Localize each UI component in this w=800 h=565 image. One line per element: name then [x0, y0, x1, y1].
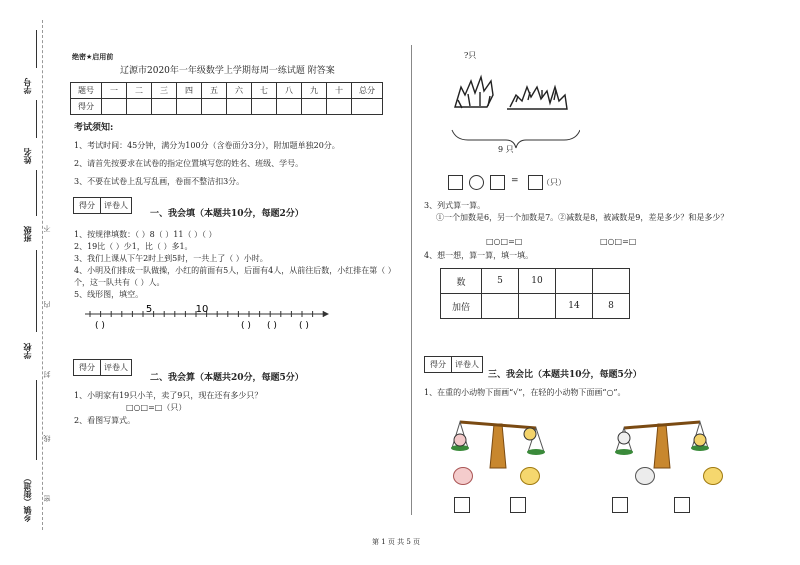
township-label: 乡镇（街道）	[23, 474, 32, 522]
score-box-label: 得分	[74, 198, 101, 213]
reviewer-box-label: 评卷人	[455, 360, 479, 369]
score-header-cell: 二	[127, 83, 152, 99]
notice-item: 3、不要在试卷上乱写乱画，卷面不整洁扣3分。	[74, 177, 245, 186]
table-row	[71, 83, 383, 99]
section-title: 三、我会比（本题共10分，每题5分）	[488, 370, 642, 380]
score-input-cell[interactable]	[152, 99, 177, 115]
row-header: 加倍	[441, 294, 482, 319]
section-title: 一、我会填（本题共10分，每题2分）	[150, 209, 304, 219]
number-line-label: 10	[195, 304, 209, 315]
question: 2、19比（ ）少1，比（ ）多1。	[74, 242, 193, 251]
township-field[interactable]	[36, 380, 37, 460]
cut-mark: 线	[43, 435, 51, 442]
page-number: 第 1 页 共 5 页	[372, 538, 421, 546]
score-header-cell: 六	[227, 83, 252, 99]
table-blank-cell[interactable]	[519, 294, 556, 319]
score-header-cell: 五	[202, 83, 227, 99]
number-line-blank[interactable]: ( )	[241, 321, 251, 331]
score-header-cell: 七	[252, 83, 277, 99]
unknown-count-label: ?只	[464, 51, 477, 60]
table-row	[71, 99, 383, 115]
answer-formula[interactable]: □○□=□（只）	[126, 403, 187, 412]
equals-sign: =	[511, 176, 519, 186]
student-number-field[interactable]	[36, 30, 37, 68]
answer-box[interactable]	[454, 497, 470, 513]
balance-scale-1	[448, 412, 548, 472]
reviewer-box-label: 评卷人	[104, 201, 128, 210]
name-field[interactable]	[36, 100, 37, 138]
reviewer-box-label: 评卷人	[104, 363, 128, 372]
cut-mark: 密	[43, 495, 51, 502]
score-box-label: 得分	[74, 360, 101, 375]
score-input-cell[interactable]	[102, 99, 127, 115]
number-line-label: 5	[145, 304, 153, 315]
score-table	[70, 82, 383, 115]
table-cell: 10	[519, 269, 556, 294]
score-header-cell: 题号	[71, 83, 102, 99]
table-cell: 8	[593, 294, 630, 319]
table-row	[441, 269, 630, 294]
question: 4、想一想，算一算，填一填。	[424, 251, 534, 260]
question: 3、我们上课从下午2时上到5时，一共上了（ ）小时。	[74, 254, 268, 263]
score-input-cell[interactable]	[327, 99, 352, 115]
score-input-cell[interactable]	[177, 99, 202, 115]
unit-label: （只）	[542, 178, 566, 187]
score-box-label: 得分	[425, 357, 452, 372]
score-input-cell[interactable]	[252, 99, 277, 115]
score-input-cell[interactable]	[302, 99, 327, 115]
notice-item: 2、请首先按要求在试卷的指定位置填写您的姓名、班级、学号。	[74, 159, 304, 168]
score-input-cell[interactable]	[202, 99, 227, 115]
number-line	[80, 300, 330, 336]
score-header-cell: 一	[102, 83, 127, 99]
total-count-label: 9 只	[498, 145, 514, 154]
cut-mark: 封	[43, 371, 51, 378]
deer-group-image	[450, 62, 580, 157]
question: 5、线形图，填空。	[74, 290, 144, 299]
table-cell: 14	[556, 294, 593, 319]
question: 3、列式算一算。	[424, 201, 486, 210]
score-input-cell[interactable]	[227, 99, 252, 115]
score-box	[424, 356, 483, 373]
student-number-label: 学号	[23, 78, 32, 94]
table-blank-cell[interactable]	[482, 294, 519, 319]
secret-mark: 绝密★启用前	[72, 53, 114, 61]
score-input-cell[interactable]	[277, 99, 302, 115]
score-header-cell: 八	[277, 83, 302, 99]
pig-icon	[453, 467, 473, 485]
class-field[interactable]	[36, 170, 37, 216]
answer-formula[interactable]: □○□=□	[600, 237, 637, 246]
balance-scale-2	[612, 412, 712, 472]
question: 1、在重的小动物下面画“√”，在轻的小动物下面画“○”。	[424, 388, 626, 397]
number-line-blank[interactable]: ( )	[299, 321, 309, 331]
table-blank-cell[interactable]	[593, 269, 630, 294]
name-label: 姓名	[23, 148, 32, 164]
school-field[interactable]	[36, 250, 37, 332]
score-header-cell: 四	[177, 83, 202, 99]
number-line-blank[interactable]: ( )	[95, 321, 105, 331]
cut-mark: 内	[43, 301, 51, 308]
lion-icon	[520, 467, 540, 485]
question: 1、小明家有19只小羊，卖了9只，现在还有多少只？	[74, 391, 263, 400]
question: ①一个加数是6，另一个加数是7。②减数是8，被减数是9，差是多少？和是多少？	[436, 213, 729, 222]
school-label: 学校	[23, 343, 32, 359]
rabbit-icon	[635, 467, 655, 485]
column-divider	[411, 45, 412, 515]
table-cell: 5	[482, 269, 519, 294]
score-header-cell: 三	[152, 83, 177, 99]
score-box	[73, 359, 132, 376]
question: 个，这一队共有（ ）人。	[74, 278, 165, 287]
page-title: 辽源市2020年一年级数学上学期每周一练试题 附答案	[120, 66, 335, 76]
notice-heading: 考试须知:	[74, 123, 114, 133]
lion-icon	[703, 467, 723, 485]
question: 2、看图写算式。	[74, 416, 136, 425]
table-blank-cell[interactable]	[556, 269, 593, 294]
number-line-blank[interactable]: ( )	[267, 321, 277, 331]
score-input-cell[interactable]	[352, 99, 383, 115]
answer-box[interactable]	[510, 497, 526, 513]
answer-box[interactable]	[674, 497, 690, 513]
score-row-label: 得分	[71, 99, 102, 115]
binding-dashed-line	[42, 20, 43, 530]
notice-item: 1、考试时间：45分钟，满分为100分（含卷面分3分），附加题单独20分。	[74, 141, 340, 150]
answer-box[interactable]	[490, 175, 505, 190]
table-row	[441, 294, 630, 319]
question: 1、按规律填数：（ ）8（ ）11（ ）（ ）	[74, 230, 217, 239]
answer-box[interactable]	[448, 175, 463, 190]
score-header-cell: 九	[302, 83, 327, 99]
score-input-cell[interactable]	[127, 99, 152, 115]
operator-circle[interactable]	[469, 175, 484, 190]
answer-box[interactable]	[612, 497, 628, 513]
cut-mark: 不	[43, 225, 51, 232]
class-label: 班级	[23, 226, 32, 242]
answer-box[interactable]	[528, 175, 543, 190]
answer-formula[interactable]: □○□=□	[486, 237, 523, 246]
section-title: 二、我会算（本题共20分，每题5分）	[150, 373, 304, 383]
question: 4、小明及们排成一队做操，小红的前面有5人，后面有4人，从前往后数，小红排在第（ ）	[74, 266, 396, 275]
score-box	[73, 197, 132, 214]
score-header-cell: 总分	[352, 83, 383, 99]
doubling-table	[440, 268, 630, 319]
score-header-cell: 十	[327, 83, 352, 99]
row-header: 数	[441, 269, 482, 294]
